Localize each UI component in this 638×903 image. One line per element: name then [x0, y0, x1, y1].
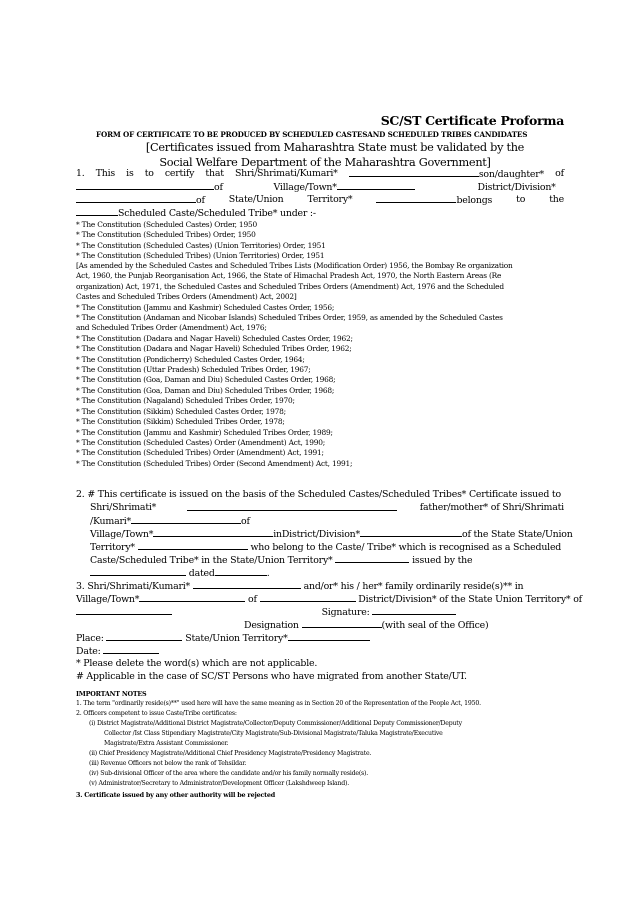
officer-iv: (iv) Sub-divisional Officer of the area where the candidate and/or his family normally reside(s). [89, 770, 369, 777]
order-item: * The Constitution (Goa, Daman and Diu) Scheduled Tribes Order, 1968; [76, 385, 335, 395]
word: inDistrict/Division* [273, 529, 360, 540]
word: to [144, 168, 154, 179]
delete-note: * Please delete the word(s) which are not applicable. [76, 658, 318, 669]
order-item: * The Constitution (Scheduled Tribes) (Union Territories) Order, 1951 [76, 251, 325, 261]
para1-line2 [76, 181, 564, 193]
order-item: * The Constitution (Andaman and Nicobar Islands) Scheduled Tribes Order, 1959, as amended by the Scheduled Castes [76, 313, 503, 323]
word: of [248, 594, 257, 605]
signature-blank[interactable] [372, 606, 456, 615]
page-title: SC/ST Certificate Proforma [380, 113, 564, 128]
word: Territory* [307, 194, 353, 205]
order-item: * The Constitution (Jammu and Kashmir) Scheduled Tribes Order, 1989; [76, 427, 333, 437]
word: This [95, 168, 115, 179]
word: who belong to the Caste/ Tribe* which is recognised as a Scheduled [250, 542, 562, 553]
para2-line5 [76, 541, 578, 553]
word: of [196, 195, 205, 206]
para2-line6 [76, 554, 578, 566]
word: son/daughter* [478, 169, 545, 180]
name-blank[interactable] [349, 168, 479, 177]
order-item: * The Constitution (Dadara and Nagar Haveli) Scheduled Castes Order, 1962; [76, 333, 353, 343]
word: Village/Town* [90, 529, 154, 540]
para2-line2 [76, 502, 564, 513]
place-line [76, 632, 564, 644]
order-item: * The Constitution (Scheduled Tribes) Order (Amendment) Act, 1991; [76, 448, 324, 458]
para1-line1 [76, 168, 564, 180]
territory-blank[interactable] [138, 541, 248, 550]
word: that [205, 168, 224, 179]
word: of the State State/Union [462, 529, 573, 540]
order-item: * The Constitution (Nagaland) Scheduled Tribes Order, 1970; [76, 396, 295, 406]
officer-ii: (ii) Chief Presidency Magistrate/Additional Chief Presidency Magistrate/Presidency Magistrate. [89, 750, 372, 757]
word: /Kumari* [90, 516, 132, 527]
notes-heading: IMPORTANT NOTES [76, 690, 147, 698]
district-blank[interactable] [76, 194, 196, 203]
word: of [214, 182, 223, 193]
para3-line3 [76, 606, 564, 618]
word: Village/Town* [76, 594, 140, 605]
word: the [549, 194, 564, 205]
officer-i-cont: Collector /Ist Class Stipendiary Magistrate/City Magistrate/Sub-Divisional Magistrate/Taluka Magistrate/Executive [104, 730, 443, 737]
para1-line4 [76, 207, 564, 219]
date-issued-blank[interactable] [215, 567, 267, 576]
district-blank-3[interactable] [260, 593, 356, 602]
word: Caste/Scheduled Tribe* in the State/Union Territory* [90, 555, 333, 566]
para2-line7: dated . [76, 567, 578, 579]
para3-line2 [76, 593, 582, 605]
order-item: * The Constitution (Pondicherry) Scheduled Castes Order, 1964; [76, 354, 305, 364]
date-blank[interactable] [103, 645, 159, 654]
officer-i-cont2: Magistrate/Extra Assistant Commissioner. [104, 740, 229, 747]
order-item: * The Constitution (Goa, Daman and Diu) Scheduled Castes Order, 1968; [76, 375, 336, 385]
order-item: * The Constitution (Scheduled Tribes) Order, 1950 [76, 230, 256, 240]
place-blank[interactable] [106, 632, 182, 641]
order-item: * The Constitution (Scheduled Castes) (Union Territories) Order, 1951 [76, 240, 326, 250]
word: Scheduled Caste/Scheduled Tribe* under :- [118, 208, 316, 219]
officer-iii: (iii) Revenue Officers not below the rank of Tehsildar. [89, 760, 247, 767]
validation-note-line2: Social Welfare Department of the Maharashtra Government] [159, 156, 491, 169]
word: Shri/Shrimati* [90, 502, 157, 513]
resident-name-blank[interactable] [193, 580, 301, 589]
word: of [555, 168, 564, 179]
word: dated [188, 568, 215, 579]
para2-line3 [76, 515, 578, 527]
village-blank-3[interactable] [139, 593, 245, 602]
state-blank-3[interactable] [76, 606, 172, 615]
amendment-line: Castes and Scheduled Tribes Orders (Amendment) Act, 2002] [76, 292, 297, 302]
amendment-line: [As amended by the Scheduled Castes and Scheduled Tribes Lists (Modification Order) 1956, the Bombay Re organization [76, 261, 513, 270]
word: 3. Shri/Shrimati/Kumari* [76, 581, 191, 592]
word: belongs [456, 195, 493, 206]
note-2: 2. Officers competent to issue Caste/Tribe certificates: [76, 710, 237, 717]
word: to [516, 194, 526, 205]
para2-line1: 2. # This certificate is issued on the basis of the Scheduled Castes/Scheduled Tribes* Certificate issued to [76, 489, 561, 500]
word: father/mother* of Shri/Shrimati [419, 502, 564, 513]
word: Territory* [90, 542, 135, 553]
order-list-1 [76, 220, 564, 262]
amendment-line: Act, 1960, the Punjab Reorganisation Act, 1966, the State of Himachal Pradesh Act, 1970, the North Eastern Areas (Re [76, 271, 502, 281]
word: Shri/Shrimati/Kumari* [234, 168, 338, 179]
order-item: * The Constitution (Dadara and Nagar Haveli) Scheduled Tribes Order, 1962; [76, 344, 352, 354]
state-ut-blank[interactable] [288, 632, 370, 641]
amendment-line: organization) Act, 1971, the Scheduled Castes and Scheduled Tribes Orders (Amendment) Act, 1976 and the Scheduled [76, 281, 504, 291]
word: is [126, 168, 134, 179]
amendment-note [76, 261, 564, 469]
state-blank[interactable] [376, 194, 456, 203]
form-subheading: FORM OF CERTIFICATE TO BE PRODUCED BY SCHEDULED CASTESAND SCHEDULED TRIBES CANDIDATES [96, 130, 528, 139]
date-label: Date: [76, 646, 101, 657]
word: and/or* his / her* family ordinarily reside(s)** in [303, 581, 524, 592]
state-ut-label: State/Union Territory* [185, 633, 288, 644]
order-item: * The Constitution (Scheduled Castes) Order, 1950 [76, 220, 257, 229]
word: of [241, 516, 250, 527]
para1-line3 [76, 194, 564, 206]
issuer-blank[interactable] [90, 567, 186, 576]
word: State/Union [228, 194, 284, 205]
kumari-blank[interactable] [131, 515, 241, 524]
word: District/Division* of the State Union Territory* of [358, 594, 582, 605]
village-blank[interactable] [337, 181, 415, 190]
order-item: * The Constitution (Scheduled Castes) Order (Amendment) Act, 1990; [76, 437, 326, 447]
place-label: Place: [76, 633, 104, 644]
signature-label: Signature: [321, 607, 370, 618]
officer-v: (v) Administrator/Secretary to Administrator/Development Officer (Lakshdweep Island). [89, 780, 349, 787]
designation-line [244, 619, 564, 631]
caste-blank[interactable] [76, 207, 118, 216]
word: District/Division* [477, 182, 556, 193]
parent-name-blank[interactable] [76, 181, 214, 190]
para3-line1 [76, 580, 564, 592]
migration-note: # Applicable in the case of SC/ST Persons who have migrated from another State/UT. [76, 671, 467, 682]
order-item: * The Constitution (Jammu and Kashmir) Scheduled Castes Order, 1956; [76, 302, 335, 312]
note-1: 1. The term "ordinarily reside(s)**" used here will have the same meaning as in Section 20 of the Representation of the People Act, 1950. [76, 700, 481, 707]
officer-i: (i) District Magistrate/Additional District Magistrate/Collector/Deputy Commissioner/Additional Deputy Commissioner/Deputy [89, 720, 462, 727]
seal-note: (with seal of the Office) [381, 620, 489, 631]
designation-label: Designation [244, 620, 299, 631]
word: certify [164, 168, 195, 179]
order-item: * The Constitution (Uttar Pradesh) Scheduled Tribes Order, 1967; [76, 365, 311, 375]
note-3: 3. Certificate issued by any other authority will be rejected [76, 791, 276, 799]
para1-number: 1. [76, 168, 85, 179]
para2-line4 [76, 528, 578, 540]
district-blank-2[interactable] [360, 528, 462, 537]
village-blank-2[interactable] [153, 528, 273, 537]
validation-note-line1: [Certificates issued from Maharashtra State must be validated by the [145, 141, 525, 154]
designation-blank[interactable] [302, 619, 382, 628]
ut-blank[interactable] [335, 554, 409, 563]
word: Village/Town* [273, 182, 337, 193]
father-name-blank[interactable] [187, 502, 397, 511]
word: issued by the [412, 555, 473, 566]
order-item: * The Constitution (Sikkim) Scheduled Tribes Order, 1978; [76, 417, 285, 427]
order-item: * The Constitution (Scheduled Tribes) Order (Second Amendment) Act, 1991; [76, 458, 353, 468]
date-line [76, 645, 564, 657]
order-item: * The Constitution (Sikkim) Scheduled Castes Order, 1978; [76, 406, 286, 416]
order-item: and Scheduled Tribes Order (Amendment) Act, 1976; [76, 323, 267, 333]
